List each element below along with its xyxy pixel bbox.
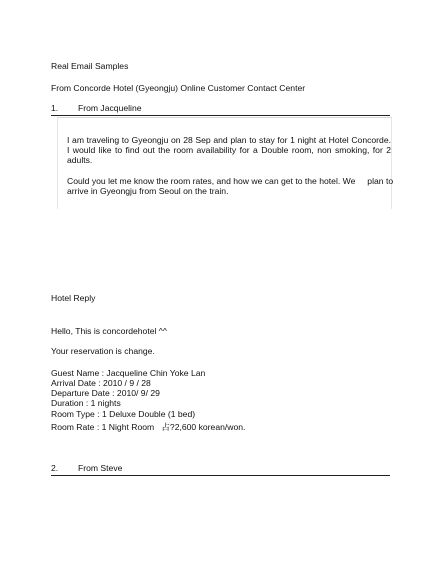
reply-departure-date: Departure Date : 2010/ 9/ 29 bbox=[51, 388, 160, 398]
reply-duration: Duration : 1 nights bbox=[51, 398, 121, 408]
email-paragraph-2-line-1: Could you let me know the room rates, and how we can get to the hotel. We plan to bbox=[67, 176, 394, 186]
section-label: From Jacqueline bbox=[78, 103, 142, 113]
reply-greeting: Hello, This is concordehotel ^^ bbox=[51, 326, 167, 336]
section-heading-jacqueline bbox=[51, 103, 390, 116]
reply-room-type: Room Type : 1 Deluxe Double (1 bed) bbox=[51, 409, 196, 419]
section-heading-steve bbox=[51, 463, 390, 476]
document-subtitle: From Concorde Hotel (Gyeongju) Online Customer Contact Center bbox=[51, 83, 306, 93]
email-paragraph-2-line-2: arrive in Gyeongju from Seoul on the train. bbox=[67, 186, 229, 196]
reply-room-rate: Room Rate : 1 Night Room 占?2,600 korean/won. bbox=[51, 422, 246, 432]
section-number: 1. bbox=[51, 103, 59, 113]
reply-status: Your reservation is change. bbox=[51, 346, 155, 356]
reply-heading: Hotel Reply bbox=[51, 293, 96, 303]
reply-arrival-date: Arrival Date : 2010 / 9 / 28 bbox=[51, 378, 151, 388]
section-number: 2. bbox=[51, 463, 59, 473]
section-label: From Steve bbox=[78, 463, 123, 473]
email-paragraph-1: I am traveling to Gyeongju on 28 Sep and plan to stay for 1 night at Hotel Concorde. I would like to find out the room availability for a Double room, non smoking, for 2 adults. bbox=[67, 135, 391, 165]
reply-guest-name: Guest Name : Jacqueline Chin Yoke Lan bbox=[51, 368, 206, 378]
document-title: Real Email Samples bbox=[51, 61, 129, 71]
